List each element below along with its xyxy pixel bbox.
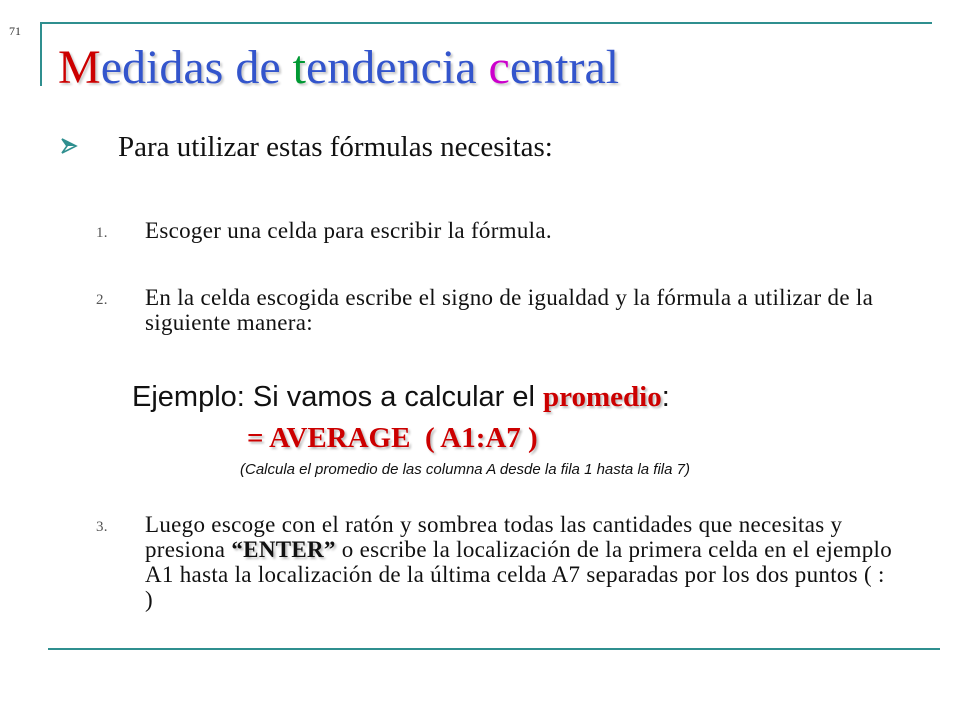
list-number: 3. [96,519,108,535]
list-number: 1. [96,225,108,241]
title-segment-endencia: endencia [305,41,489,94]
example-prefix: Ejemplo: Si vamos a calcular el [132,381,543,413]
item-3-text-after: o escribe la localización de la primera celda en el ejemplo A1 hasta la localización de la última celda A7 separadas por los dos puntos ( : ) [145,537,893,612]
example-line [132,380,670,414]
title-segment-c: c [488,41,510,94]
list-item-text: En la celda escogida escribe el signo de igualdad y la fórmula a utilizar de la siguiente manera: [145,285,874,335]
example-keyword: promedio [543,381,662,413]
enter-keyword: “ENTER” [231,537,336,562]
bullet-text: Para utilizar estas fórmulas necesitas: [118,131,553,163]
title-segment-t: t [292,41,306,94]
item-3-text-before: Luego escoge con el ratón y sombrea todas las cantidades que necesitas y presiona [145,512,843,562]
arrow-bullet-icon [60,137,78,155]
example-suffix: : [661,381,670,413]
title-segment-m: M [58,41,101,94]
list-item-1 [96,218,896,243]
list-item-3 [96,512,896,612]
list-item-2 [96,285,896,335]
formula-note: (Calcula el promedio de las columna A desde la fila 1 hasta la fila 7) [240,461,690,478]
list-number: 2. [96,292,108,308]
slide-number: 71 [9,24,21,38]
list-item-text [145,512,896,612]
title-segment-entral: entral [509,41,620,94]
bottom-rule [48,648,940,650]
page-title [58,38,619,98]
formula-text: = AVERAGE ( A1:A7 ) [247,422,538,454]
top-rule [40,22,932,24]
title-segment-edidas: edidas de [100,41,293,94]
left-rule [40,22,42,86]
list-item-text: Escoger una celda para escribir la fórmula. [145,218,552,243]
